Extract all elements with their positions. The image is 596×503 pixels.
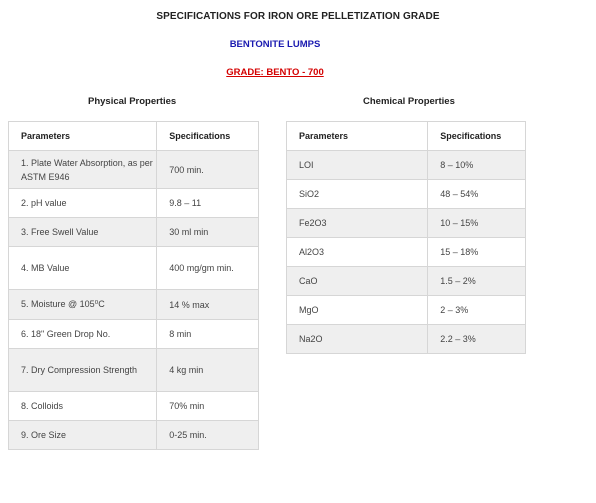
spec-cell: 2.2 – 3% — [428, 325, 526, 354]
table-row — [9, 320, 259, 349]
spec-cell: 400 mg/gm min. — [157, 247, 259, 290]
physical-properties-table — [8, 121, 259, 450]
table-row — [9, 218, 259, 247]
table-row — [287, 296, 526, 325]
param-cell: CaO — [287, 267, 428, 296]
chemical-properties-table — [286, 121, 526, 354]
param-cell: 7. Dry Compression Strength — [9, 349, 157, 392]
table-row — [9, 421, 259, 450]
spec-cell: 30 ml min — [157, 218, 259, 247]
param-cell: SiO2 — [287, 180, 428, 209]
table-header-row — [9, 122, 259, 151]
spec-cell: 8 – 10% — [428, 151, 526, 180]
table-row — [9, 349, 259, 392]
param-cell: 6. 18" Green Drop No. — [9, 320, 157, 349]
table-header-row — [287, 122, 526, 151]
table-row — [9, 151, 259, 189]
product-subtitle: BENTONITE LUMPS — [229, 39, 321, 50]
param-cell: 9. Ore Size — [9, 421, 157, 450]
header-parameters: Parameters — [287, 122, 428, 151]
spec-cell: 2 – 3% — [428, 296, 526, 325]
spec-cell: 15 – 18% — [428, 238, 526, 267]
header-parameters: Parameters — [9, 122, 157, 151]
param-cell: Al2O3 — [287, 238, 428, 267]
spec-cell: 48 – 54% — [428, 180, 526, 209]
param-cell: LOI — [287, 151, 428, 180]
spec-cell: 9.8 – 11 — [157, 189, 259, 218]
param-cell: 2. pH value — [9, 189, 157, 218]
page-title: SPECIFICATIONS FOR IRON ORE PELLETIZATION GRADE — [156, 11, 440, 22]
table-row — [287, 151, 526, 180]
table-row — [9, 189, 259, 218]
param-cell: Na2O — [287, 325, 428, 354]
param-cell: Fe2O3 — [287, 209, 428, 238]
spec-cell: 14 % max — [157, 290, 259, 320]
param-cell: MgO — [287, 296, 428, 325]
param-cell: 5. Moisture @ 105⁰C — [9, 290, 157, 320]
table-row — [287, 325, 526, 354]
spec-cell: 700 min. — [157, 151, 259, 189]
chemical-properties-heading: Chemical Properties — [363, 96, 455, 107]
grade-label: GRADE: BENTO - 700 — [226, 67, 324, 78]
param-cell: 1. Plate Water Absorption, as per ASTM E946 — [9, 151, 157, 189]
header-specifications: Specifications — [157, 122, 259, 151]
table-row — [9, 392, 259, 421]
spec-cell: 4 kg min — [157, 349, 259, 392]
table-row — [9, 247, 259, 290]
header-specifications: Specifications — [428, 122, 526, 151]
spec-cell: 8 min — [157, 320, 259, 349]
physical-properties-heading: Physical Properties — [88, 96, 177, 107]
spec-cell: 0-25 min. — [157, 421, 259, 450]
param-cell: 8. Colloids — [9, 392, 157, 421]
spec-cell: 70% min — [157, 392, 259, 421]
table-row — [287, 209, 526, 238]
table-row — [287, 180, 526, 209]
table-row — [287, 267, 526, 296]
param-cell: 3. Free Swell Value — [9, 218, 157, 247]
spec-cell: 10 – 15% — [428, 209, 526, 238]
table-row — [287, 238, 526, 267]
param-cell: 4. MB Value — [9, 247, 157, 290]
spec-cell: 1.5 – 2% — [428, 267, 526, 296]
table-row — [9, 290, 259, 320]
